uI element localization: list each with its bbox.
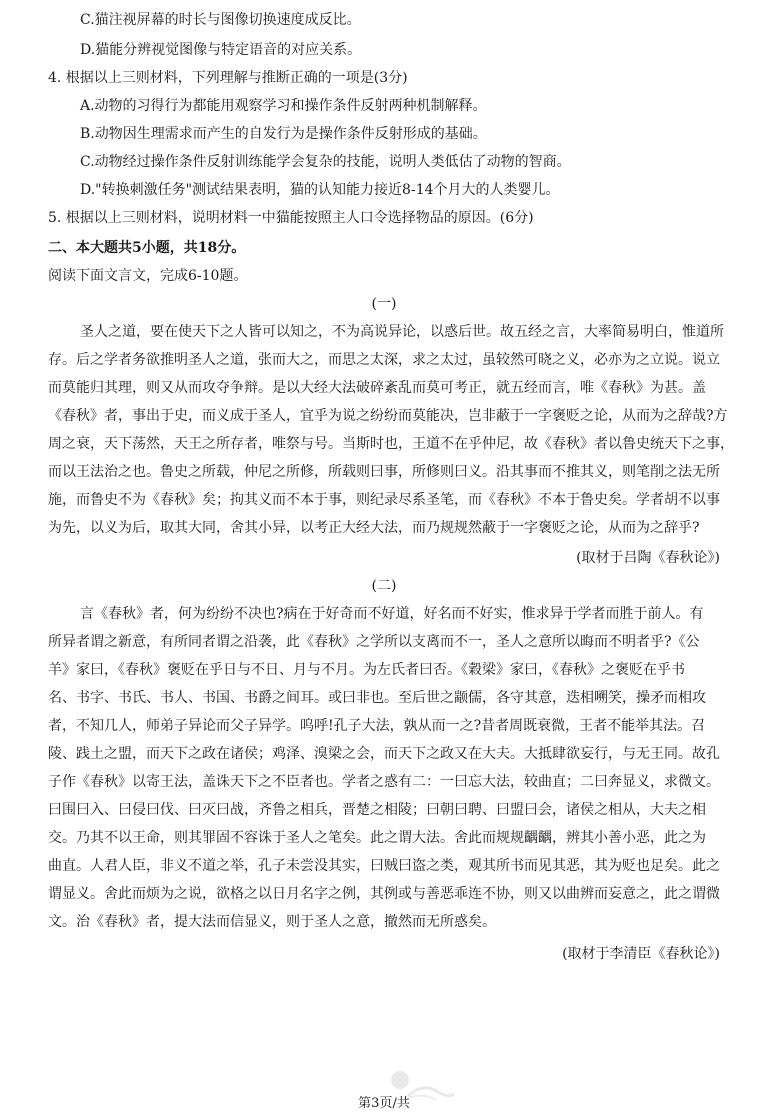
q5-stem: 5. 根据以上三则材料，说明材料一中猫能按照主人口令选择物品的原因。(6分) [48,210,534,226]
passage1-line: 为先，以义为后，取其大同，舍其小异，以考正大经大法，而乃规规然蔽于一字褒贬之论，从而为之辞乎? [48,520,700,536]
passage2-line: 所异者谓之新意，有所同者谓之沿袭，此《春秋》之学所以支离而不一，圣人之意所以晦而不明者乎?《公 [48,634,700,650]
passage1-line: 而莫能归其理，则又从而攻夺争辩。是以大经大法破碎紊乱而莫可考正，就五经而言，唯《春秋》为甚。盖 [48,380,706,396]
q4-stem: 4. 根据以上三则材料，下列理解与推断正确的一项是(3分) [48,70,408,86]
q4-option-c: C.动物经过操作条件反射训练能学会复杂的技能，说明人类低估了动物的智商。 [80,154,571,170]
passage2-source: (取材于李清臣《春秋论》) [562,946,720,962]
passage2-line: 陵、践土之盟，而天下之政在诸侯；鸡泽、溴梁之会，而天下之政又在大夫。大抵肆欲妄行，与无王同。故孔 [48,746,720,762]
passage2-marker: (二) [371,578,397,594]
passage2-line: 交。乃其不以王命，则其罪固不容诛于圣人之笔矣。此之谓大法。舍此而规规齵齵，辨其小善小恶，此之为 [48,830,706,846]
passage2-line: 曰围曰入、曰侵曰伐、曰灭曰战，齐鲁之相兵，晋楚之相陵；曰朝曰聘、曰盟曰会，诸侯之相从，大夫之相 [48,802,706,818]
passage1-line: 圣人之道，要在使天下之人皆可以知之，不为高说异论，以惑后世。故五经之言，大率简易明白，惟道所 [80,324,724,340]
section-instruction: 阅读下面文言文，完成6-10题。 [48,268,248,284]
q4-option-d: D."转换刺激任务"测试结果表明，猫的认知能力接近8-14个月大的人类婴儿。 [80,182,560,198]
passage1-line: 而以王法治之也。鲁史之所载，仲尼之所修，所载则曰事，所修则曰义。沿其事而不推其义，则笔削之法无所 [48,464,720,480]
passage2-line: 子作《春秋》以寄王法，盖诛天下之不臣者也。学者之惑有二：一曰忘大法，较曲直；二曰奔显义，求微文。 [48,774,720,790]
passage1-line: 周之衰，天下荡然，天王之所存者，唯祭与号。当斯时也，王道不在乎仲尼，故《春秋》者以鲁史统天下之事， [48,436,734,452]
passage2-line: 者，不知几人，师弟子异论而父子异学。呜呼!孔子大法，孰从而一之?昔者周既衰微，王者不能举其法。召 [48,718,706,734]
section-heading: 二、本大题共5小题，共18分。 [48,240,246,256]
passage2-line: 文。治《春秋》者，提大法而信显义，则于圣人之意，撤然而无所惑矣。 [48,914,496,930]
passage1-marker: (一) [371,296,397,312]
passage1-line: 《春秋》者，事出于史，而义成于圣人，宜乎为说之纷纷而莫能决，岂非蔽于一字褒贬之论，从而为之辞哉?方 [48,408,728,424]
passage2-line: 曲直。人君人臣，非义不道之举，孔子未尝没其实，曰贼曰盗之类，观其所书而见其恶，其为贬也足矣。此之 [48,858,720,874]
passage1-line: 施，而鲁史不为《春秋》矣；拘其义而不本于事，则纪录尽系圣笔，而《春秋》不本于鲁史矣。学者胡不以事 [48,492,720,508]
q4-option-b: B.动物因生理需求而产生的自发行为是操作条件反射形成的基础。 [80,126,487,142]
q3-option-c: C.猫注视屏幕的时长与图像切换速度成反比。 [80,12,361,28]
passage2-line: 言《春秋》者，何为纷纷不决也?病在于好奇而不好道，好名而不好实，惟求异于学者而胜于前人。有 [80,606,704,622]
q4-option-a: A.动物的习得行为都能用观察学习和操作条件反射两种机制解释。 [80,98,487,114]
passage2-line: 羊》家曰，《春秋》褒贬在乎日与不日、月与不月。为左氏者曰否。《穀梁》家曰，《春秋》之褒贬在乎书 [48,662,685,678]
passage1-line: 存。后之学者务欲推明圣人之道，张而大之，而思之太深，求之太过，虽较然可晓之义，必亦为之立说。说立 [48,352,720,368]
passage2-line: 谓显义。舍此而烦为之说，欲格之以日月名字之例，其例或与善恶乖连不协，则又以曲辨而妄意之，此之谓微 [48,886,720,902]
passage2-line: 名、书字、书氏、书人、书国、书爵之间耳。或曰非也。至后世之颛儒，各守其意，迭相嗍笑，操矛而相攻 [48,690,706,706]
page-number: 第3页/共 [358,1096,410,1111]
passage1-source: (取材于吕陶《春秋论》) [576,550,720,566]
q3-option-d: D.猫能分辨视觉图像与特定语音的对应关系。 [80,42,362,58]
